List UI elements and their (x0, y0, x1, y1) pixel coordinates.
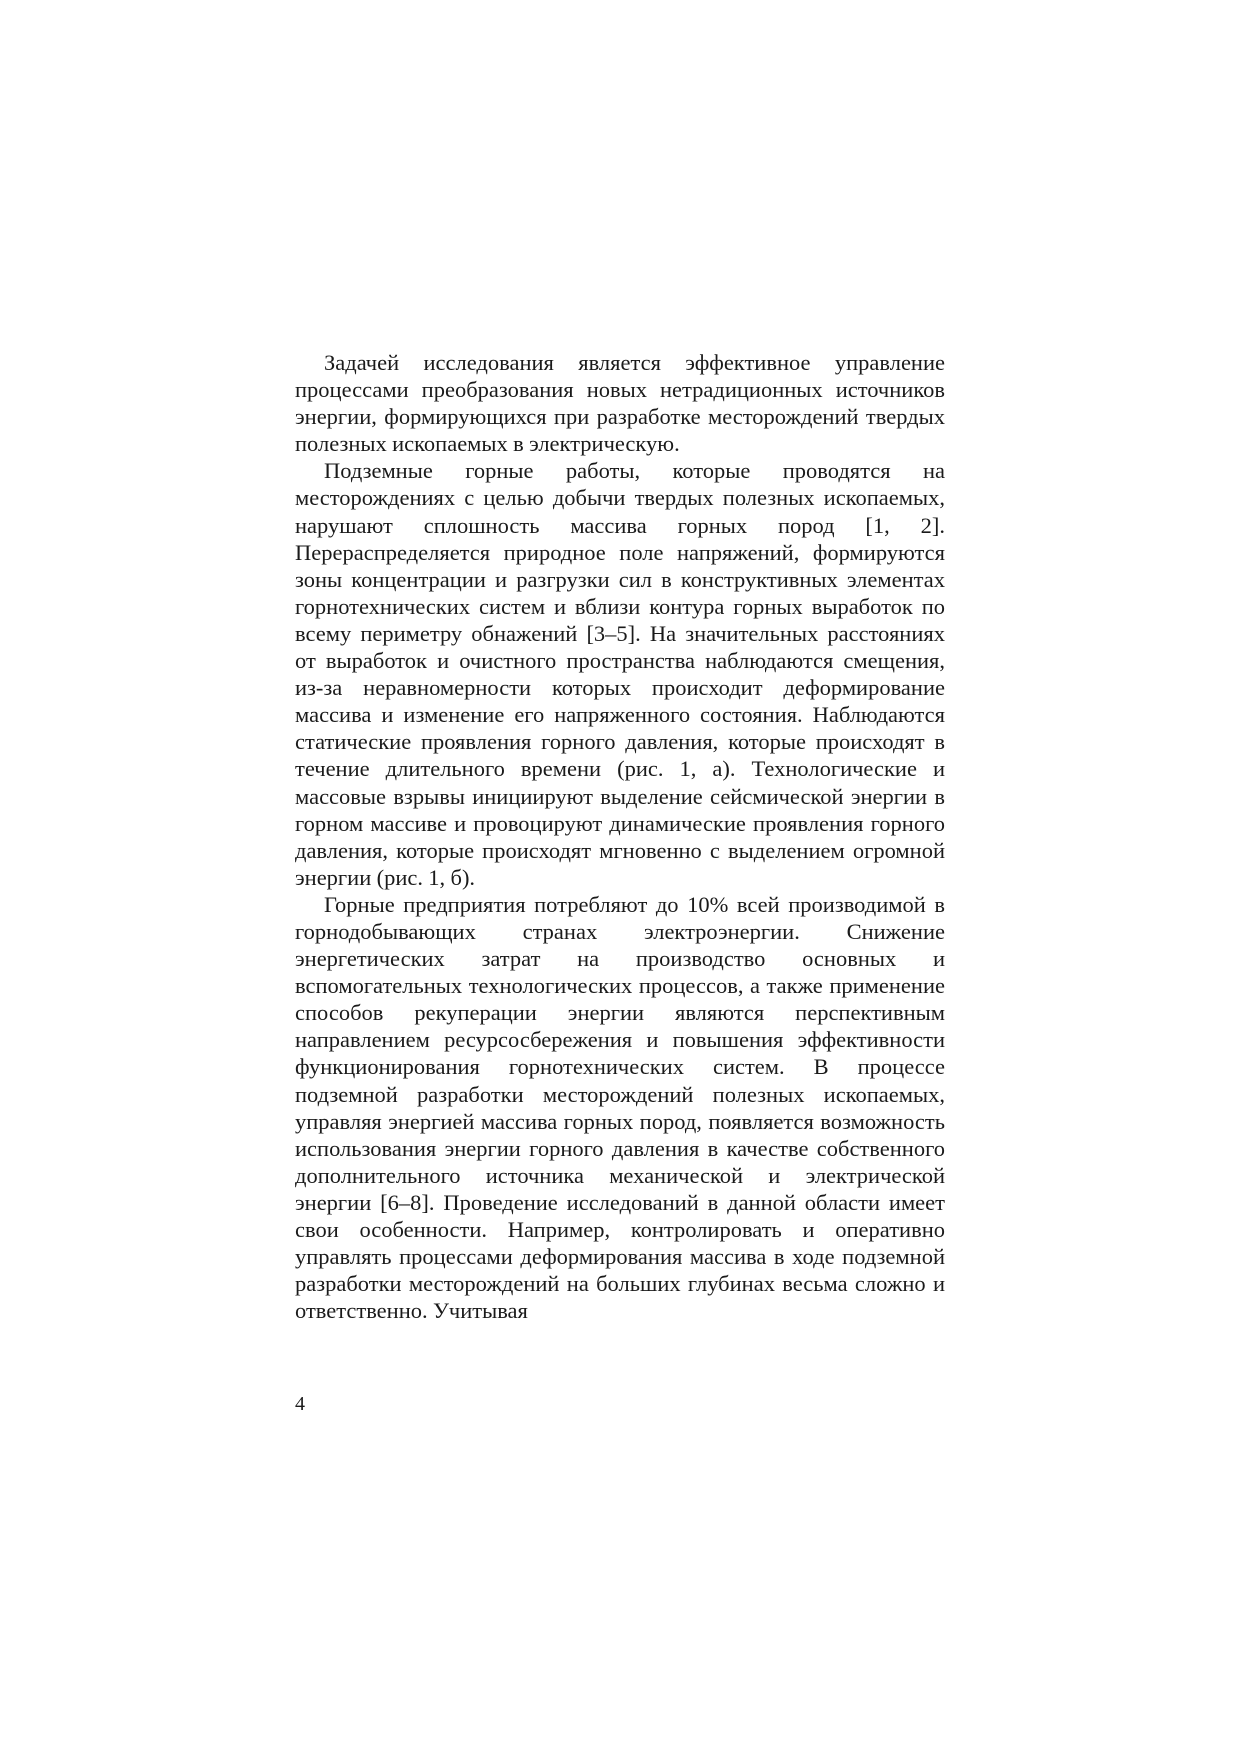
paragraph-3: Горные предприятия потребляют до 10% всей производимой в горнодобывающих странах электроэнергии. Снижение энергетических затрат на производство основных и вспомогательных технологических процессов, а также применение способов рекуперации энергии являются перспективным направлением ресурсосбережения и повышения эффективности функционирования горнотехнических систем. В процессе подземной разработки месторождений полезных ископаемых, управляя энергией массива горных пород, появляется возможность использования энергии горного давления в качестве собственного дополнительного источника механической и электрической энергии [6–8]. Проведение исследований в данной области имеет свои особенности. Например, контролировать и оперативно управлять процессами деформирования массива в ходе подземной разработки месторождений на больших глубинах весьма сложно и ответственно. Учитывая (295, 891, 945, 1324)
body-text (295, 349, 945, 1324)
paragraph-2: Подземные горные работы, которые проводятся на месторождениях с целью добычи твердых полезных ископаемых, нарушают сплошность массива горных пород [1, 2]. Перераспределяется природное поле напряжений, формируются зоны концентрации и разгрузки сил в конструктивных элементах горнотехнических систем и вблизи контура горных выработок по всему периметру обнажений [3–5]. На значительных расстояниях от выработок и очистного пространства наблюдаются смещения, из-за неравномерности которых происходит деформирование массива и изменение его напряженного состояния. Наблюдаются статические проявления горного давления, которые происходят в течение длительного времени (рис. 1, а). Технологические и массовые взрывы инициируют выделение сейсмической энергии в горном массиве и провоцируют динамические проявления горного давления, которые происходят мгновенно с выделением огромной энергии (рис. 1, б). (295, 458, 945, 890)
paragraph-1: Задачей исследования является эффективное управление процессами преобразования новых нетрадиционных источников энергии, формирующихся при разработке месторождений твердых полезных ископаемых в электрическую. (295, 350, 945, 457)
page-number: 4 (295, 1393, 305, 1415)
